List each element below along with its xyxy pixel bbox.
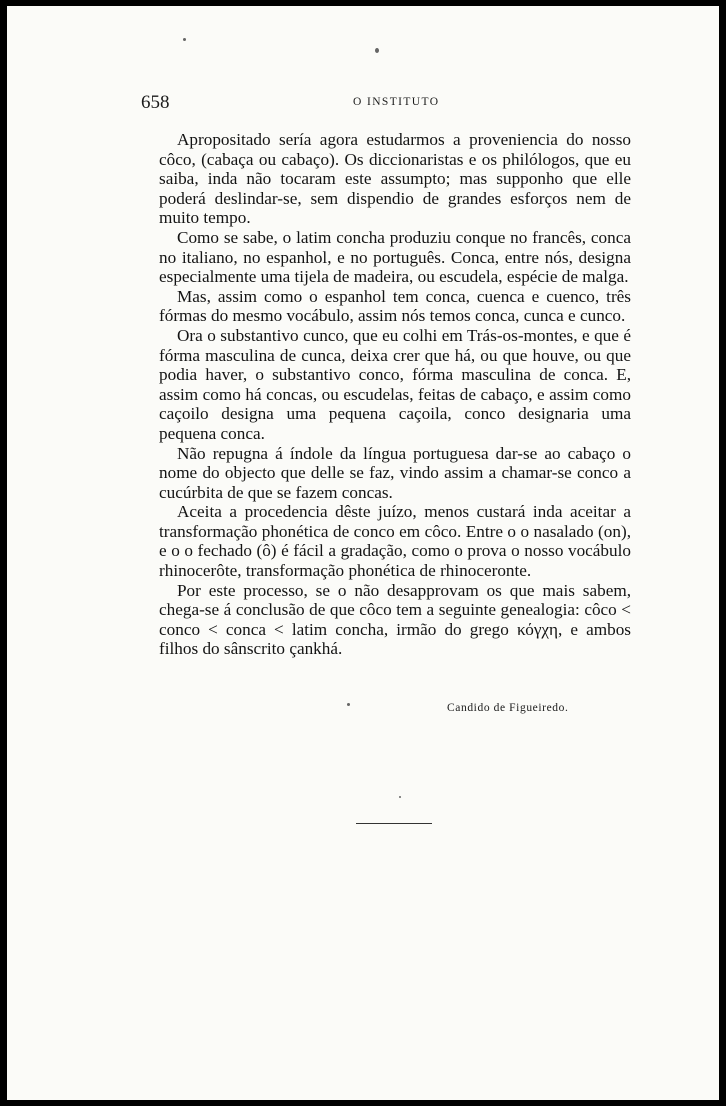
end-rule-divider bbox=[356, 823, 432, 824]
print-speck bbox=[183, 38, 186, 41]
print-speck bbox=[375, 48, 379, 53]
paragraph-2: Como se sabe, o latim concha produziu conque no francês, conca no italiano, no espanhol, e no português. Conca, entre nós, designa especialmente uma tijela de madeira, ou escudela, espécie de malga. bbox=[159, 227, 631, 287]
article-body bbox=[159, 130, 631, 659]
paragraph-1: Apropositado sería agora estudarmos a proveniencia do nosso côco, (cabaça ou cabaço). Os diccionaristas e os philólogos, que eu saiba, inda não tocaram este assumpto; mas supponho que elle poderá deslindar-se, sem dispendio de grandes esforços nem de muito tempo. bbox=[159, 130, 631, 228]
paragraph-6: Aceita a procedencia dêste juízo, menos custará inda aceitar a transformação phonética de conco em côco. Entre o o nasalado (on), e o o fechado (ô) é fácil a gradação, como o prova o nosso vocábulo rhinocerôte, transformação phonética de rhinoceronte. bbox=[159, 502, 631, 581]
paragraph-4: Ora o substantivo cunco, que eu colhi em Trás-os-montes, e que é fórma masculina de cunca, deixa crer que há, ou que houve, ou que podia haver, o substantivo conco, fórma masculina de conca. E, assim como há concas, ou escudelas, feitas de cabaço, e assim como caçoilo designa uma pequena caçoila, conco designaria uma pequena conca. bbox=[159, 325, 631, 443]
print-speck bbox=[347, 703, 350, 706]
page-number: 658 bbox=[141, 92, 170, 113]
author-signature: Candido de Figueiredo. bbox=[447, 702, 569, 714]
print-speck bbox=[399, 796, 401, 798]
running-title: O INSTITUTO bbox=[353, 96, 440, 108]
paragraph-3: Mas, assim como o espanhol tem conca, cuenca e cuenco, três fórmas do mesmo vocábulo, assim nós temos conca, cunca e cunco. bbox=[159, 286, 631, 326]
book-page bbox=[7, 6, 719, 1100]
page-header bbox=[7, 92, 719, 116]
paragraph-7: Por este processo, se o não desapprovam os que mais sabem, chega-se á conclusão de que côco tem a seguinte genealogia: côco < conco < conca < latim concha, irmão do grego κόγχη, e ambos filhos do sânscrito çankhá. bbox=[159, 580, 631, 659]
paragraph-5: Não repugna á índole da língua portuguesa dar-se ao cabaço o nome do objecto que delle se faz, vindo assim a chamar-se conco a cucúrbita de que se fazem concas. bbox=[159, 443, 631, 502]
